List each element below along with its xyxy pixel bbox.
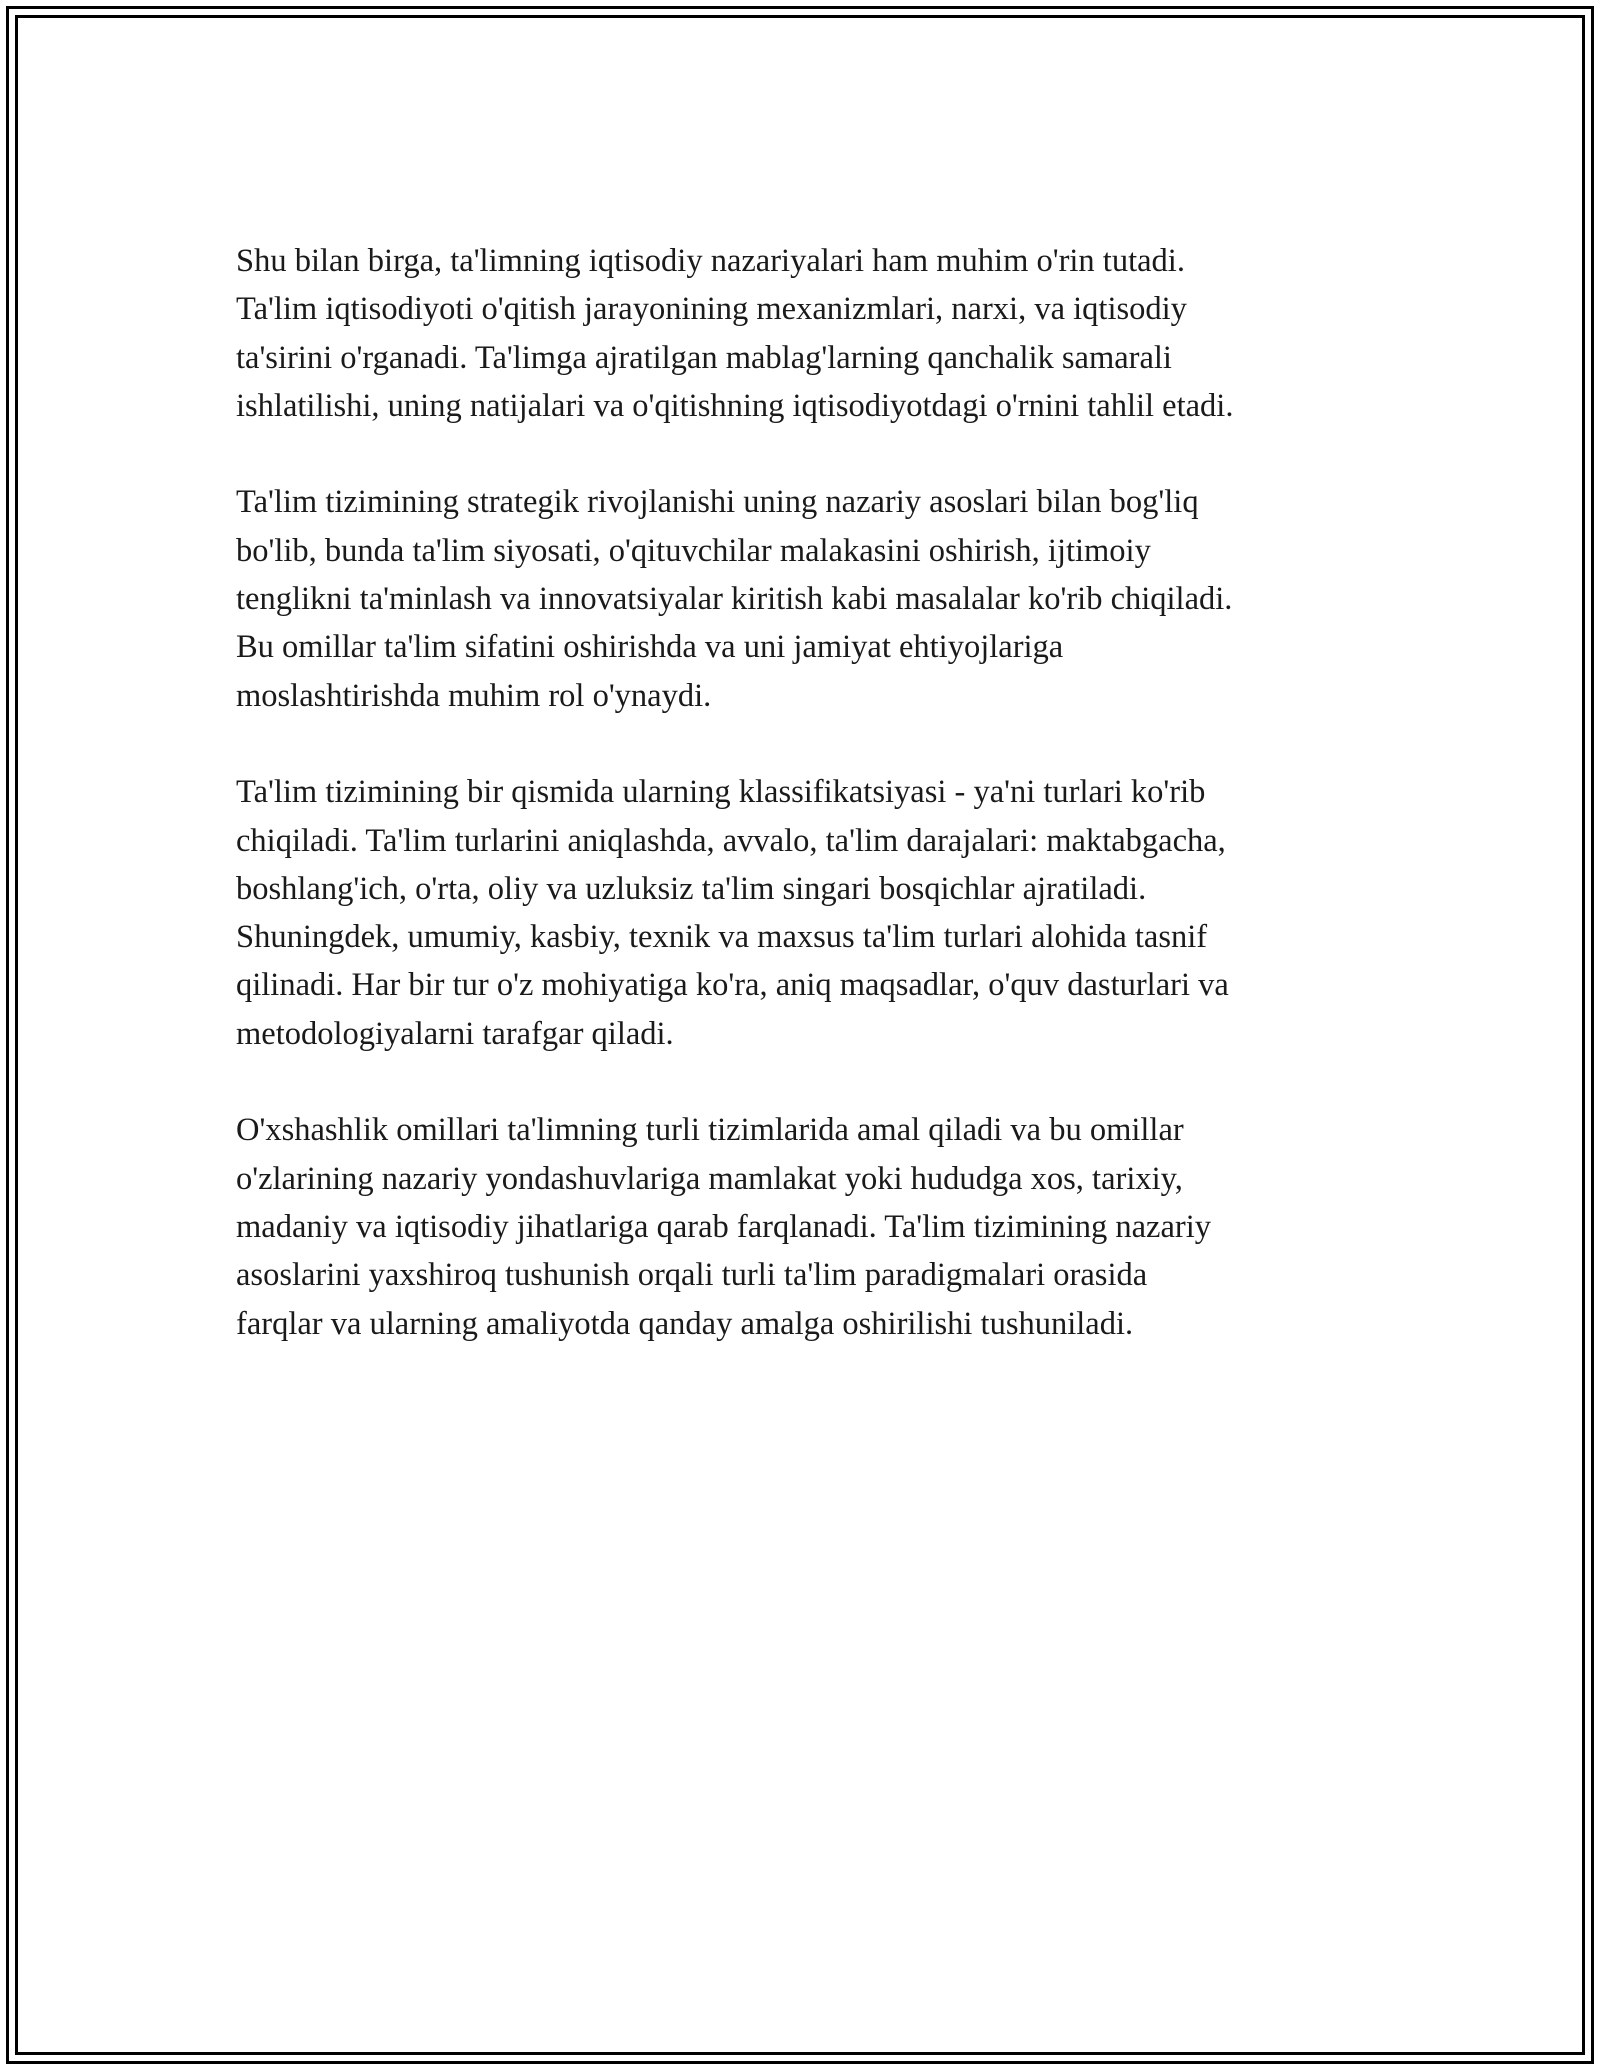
paragraph-line: moslashtirishda muhim rol o'ynaydi. (236, 677, 712, 714)
paragraph-line: Ta'lim tizimining bir qismida ularning klassifikatsiyasi - ya'ni turlari ko'rib (236, 774, 1206, 811)
paragraph-line: bo'lib, bunda ta'lim siyosati, o'qituvchilar malakasini oshirish, ijtimoiy (236, 532, 1151, 569)
document-body (236, 237, 1376, 1348)
paragraph-line: madaniy va iqtisodiy jihatlariga qarab farqlanadi. Ta'lim tizimining nazariy (236, 1208, 1211, 1245)
paragraph-line: farqlar va ularning amaliyotda qanday amalga oshirilishi tushuniladi. (236, 1305, 1134, 1342)
paragraph-1 (236, 237, 1376, 430)
paragraph-line: ishlatilishi, uning natijalari va o'qitishning iqtisodiyotdagi o'rnini tahlil etadi. (236, 387, 1234, 424)
paragraph-line: Bu omillar ta'lim sifatini oshirishda va uni jamiyat ehtiyojlariga (236, 629, 1064, 666)
paragraph-line: Shuningdek, umumiy, kasbiy, texnik va maxsus ta'lim turlari alohida tasnif (236, 919, 1208, 956)
paragraph-line: O'xshashlik omillari ta'limning turli tizimlarida amal qiladi va bu omillar (236, 1112, 1184, 1149)
paragraph-line: Ta'lim tizimining strategik rivojlanishi uning nazariy asoslari bilan bog'liq (236, 484, 1199, 521)
paragraph-line: ta'sirini o'rganadi. Ta'limga ajratilgan mablag'larning qanchalik samarali (236, 339, 1172, 376)
paragraph-line: boshlang'ich, o'rta, oliy va uzluksiz ta'lim singari bosqichlar ajratiladi. (236, 870, 1147, 907)
paragraph-line: metodologiyalarni tarafgar qiladi. (236, 1015, 674, 1052)
paragraph-2 (236, 478, 1376, 719)
paragraph-line: Ta'lim iqtisodiyoti o'qitish jarayonining mexanizmlari, narxi, va iqtisodiy (236, 291, 1187, 328)
paragraph-line: tenglikni ta'minlash va innovatsiyalar kiritish kabi masalalar ko'rib chiqiladi. (236, 581, 1233, 618)
paragraph-line: chiqiladi. Ta'lim turlarini aniqlashda, avvalo, ta'lim darajalari: maktabgacha, (236, 822, 1226, 859)
paragraph-3 (236, 768, 1376, 1058)
paragraph-line: asoslarini yaxshiroq tushunish orqali turli ta'lim paradigmalari orasida (236, 1257, 1148, 1294)
paragraph-line: qilinadi. Har bir tur o'z mohiyatiga ko'ra, aniq maqsadlar, o'quv dasturlari va (236, 967, 1229, 1004)
paragraph-4 (236, 1106, 1376, 1347)
paragraph-line: o'zlarining nazariy yondashuvlariga mamlakat yoki hududga xos, tarixiy, (236, 1160, 1183, 1197)
paragraph-line: Shu bilan birga, ta'limning iqtisodiy nazariyalari ham muhim o'rin tutadi. (236, 243, 1185, 279)
